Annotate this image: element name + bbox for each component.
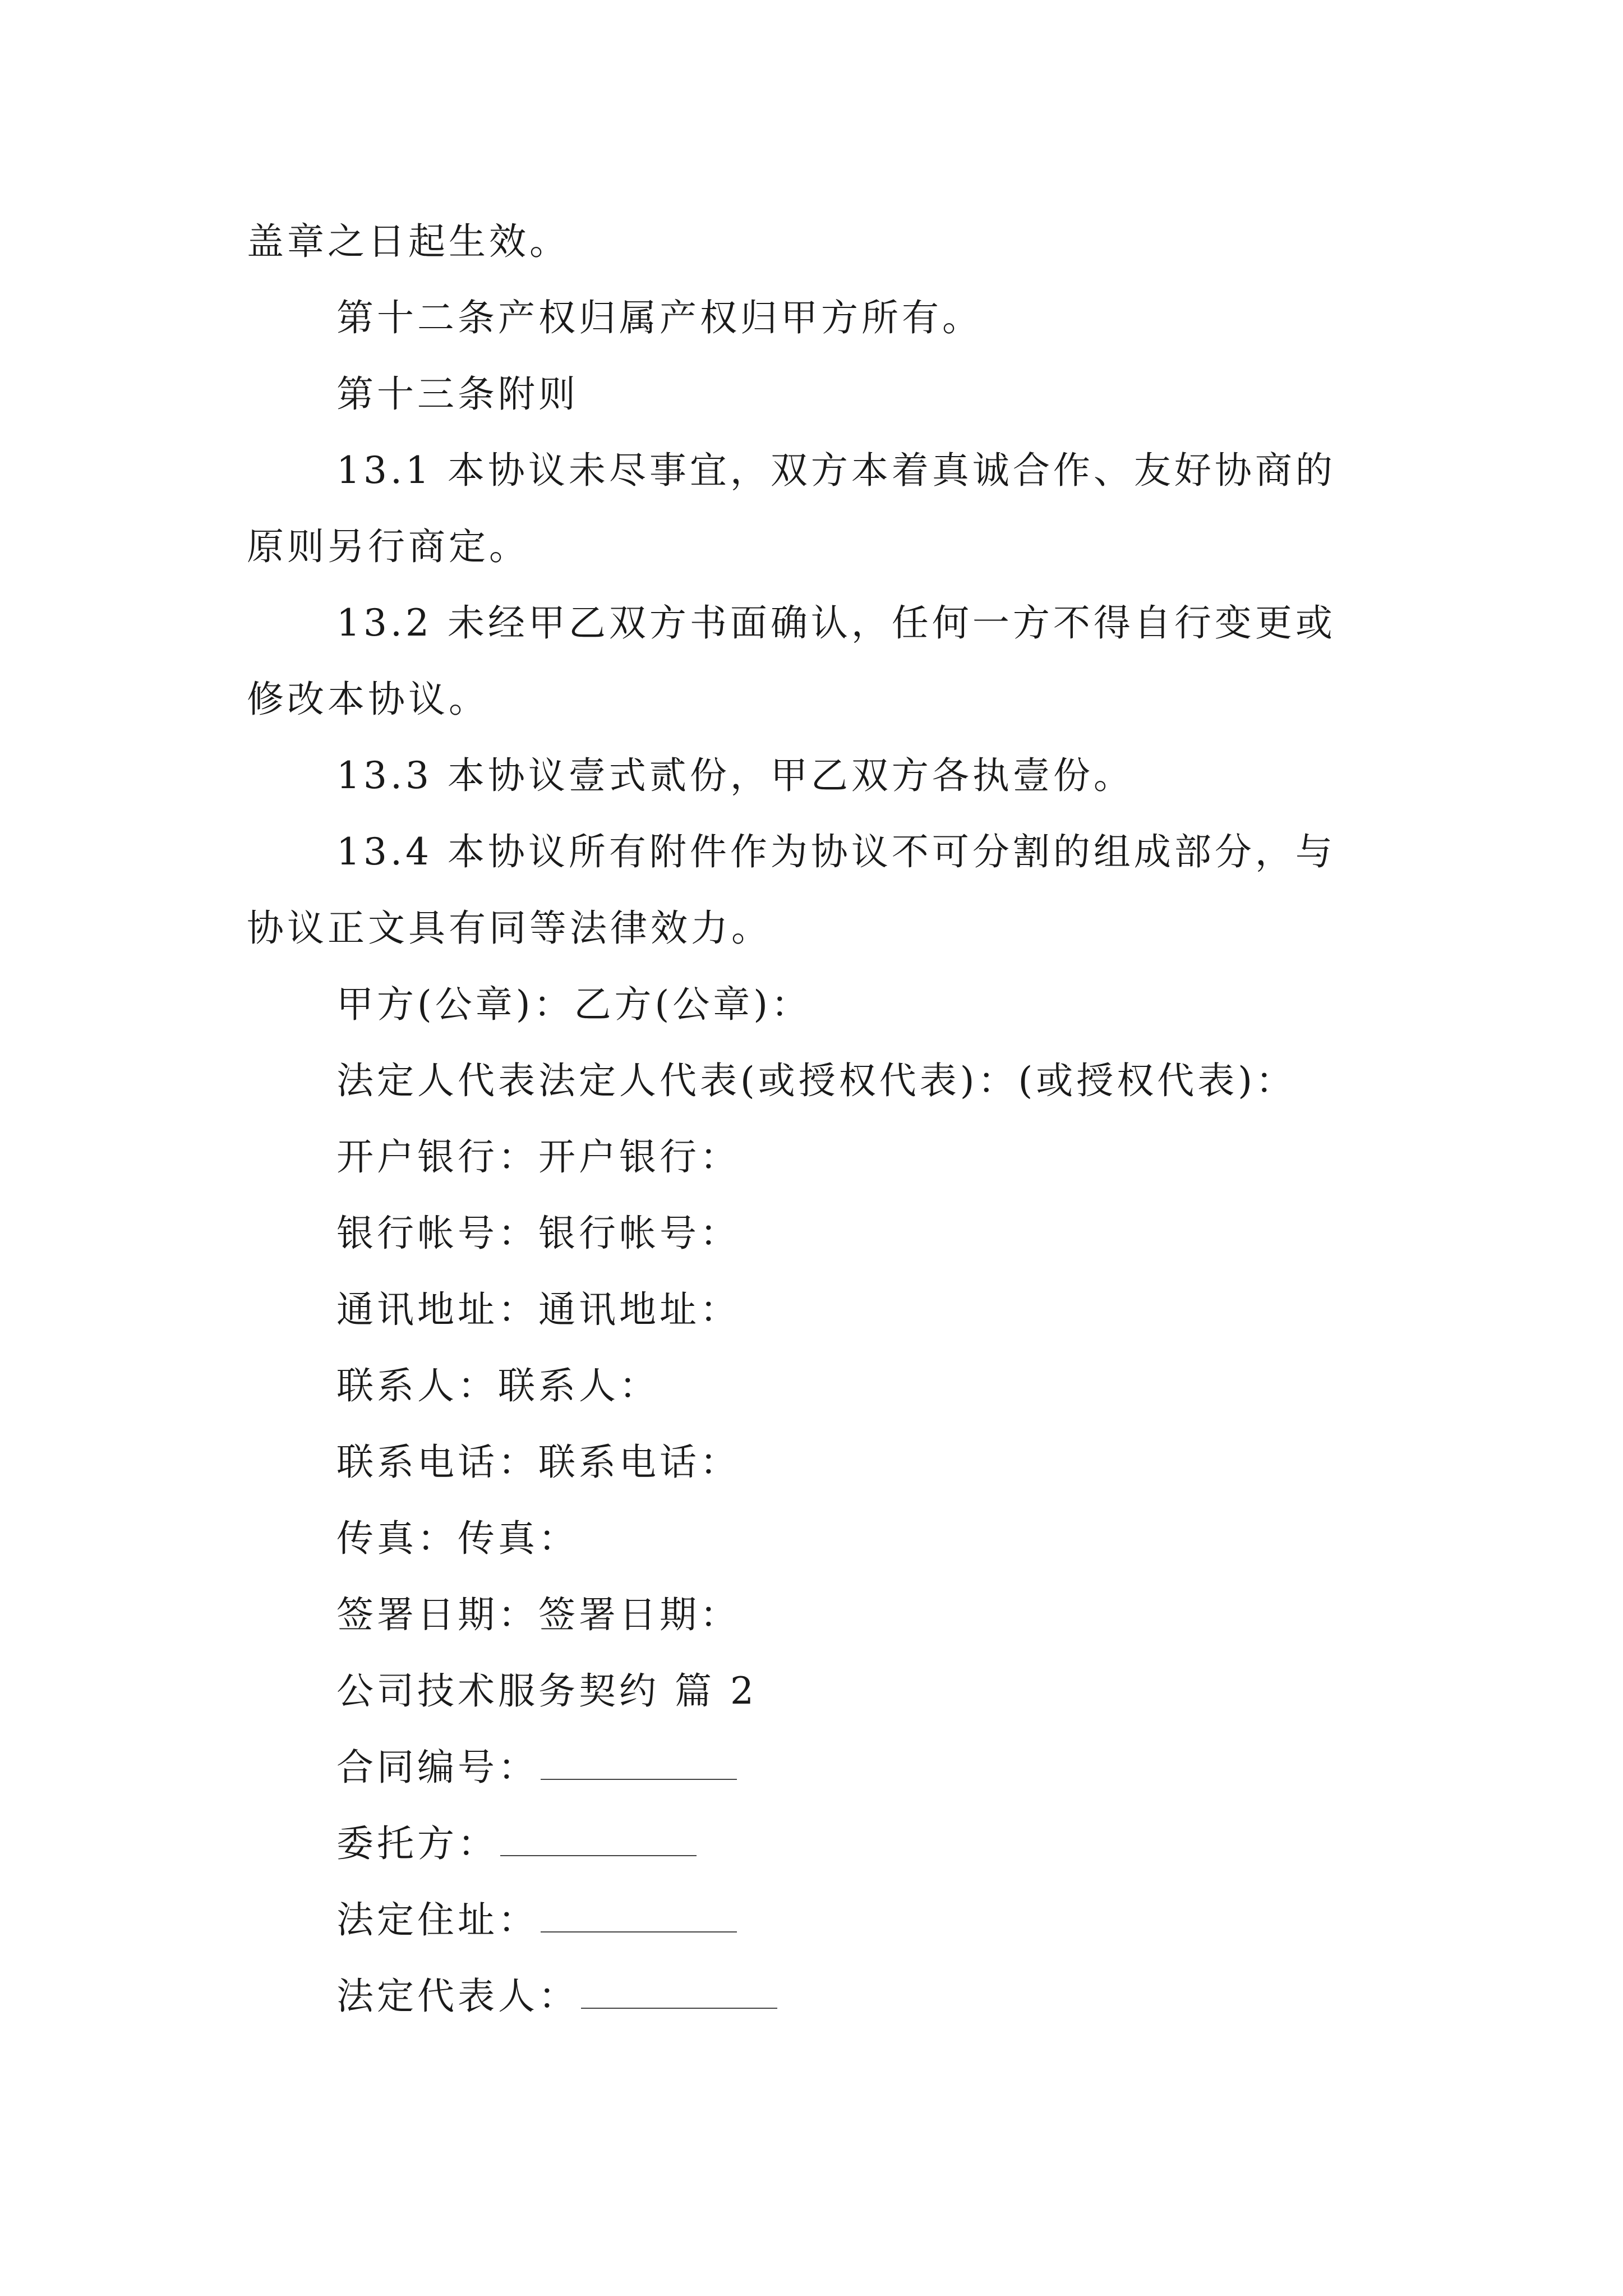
sign-date-line: 签署日期：签署日期： (336, 1593, 740, 1636)
blank-line (541, 1750, 737, 1780)
field-label: 委托方： (336, 1822, 498, 1865)
paragraph-line: 盖章之日起生效。 (247, 220, 570, 263)
fax-line: 传真：传真： (336, 1517, 579, 1560)
blank-line (541, 1902, 737, 1932)
field-label: 合同编号： (336, 1746, 538, 1789)
clause-13-1-line: 13.1 本协议未尽事宜，双方本着真诚合作、友好协商的 (336, 449, 1336, 492)
phone-line: 联系电话：联系电话： (336, 1441, 740, 1484)
representative-line: 法定人代表法定人代表(或授权代表)：(或授权代表)： (336, 1059, 1296, 1102)
clause-13-2-cont: 修改本协议。 (247, 678, 489, 721)
bank-line: 开户银行：开户银行： (336, 1135, 740, 1179)
contact-line: 联系人：联系人： (336, 1364, 660, 1407)
legal-address-field (336, 1898, 737, 1941)
article-12-line: 第十二条产权归属产权归甲方所有。 (336, 296, 983, 339)
field-label: 法定代表人： (336, 1975, 579, 2018)
party-seal-line: 甲方(公章)：乙方(公章)： (336, 983, 811, 1026)
clause-13-2-line: 13.2 未经甲乙双方书面确认，任何一方不得自行变更或 (336, 601, 1336, 645)
clause-13-4-cont: 协议正文具有同等法律效力。 (247, 907, 772, 950)
article-13-heading: 第十三条附则 (336, 372, 579, 416)
client-field (336, 1822, 697, 1865)
legal-representative-field (336, 1975, 777, 2018)
clause-13-1-cont: 原则另行商定。 (247, 525, 529, 568)
section-title: 公司技术服务契约 篇 2 (336, 1669, 757, 1713)
address-line: 通讯地址：通讯地址： (336, 1288, 740, 1331)
clause-13-3-line: 13.3 本协议壹式贰份，甲乙双方各执壹份。 (336, 754, 1134, 797)
clause-13-4-line: 13.4 本协议所有附件作为协议不可分割的组成部分，与 (336, 830, 1336, 873)
blank-line (581, 1978, 777, 2009)
blank-line (500, 1826, 697, 1856)
field-label: 法定住址： (336, 1898, 538, 1941)
account-line: 银行帐号：银行帐号： (336, 1212, 740, 1255)
contract-number-field (336, 1746, 737, 1789)
